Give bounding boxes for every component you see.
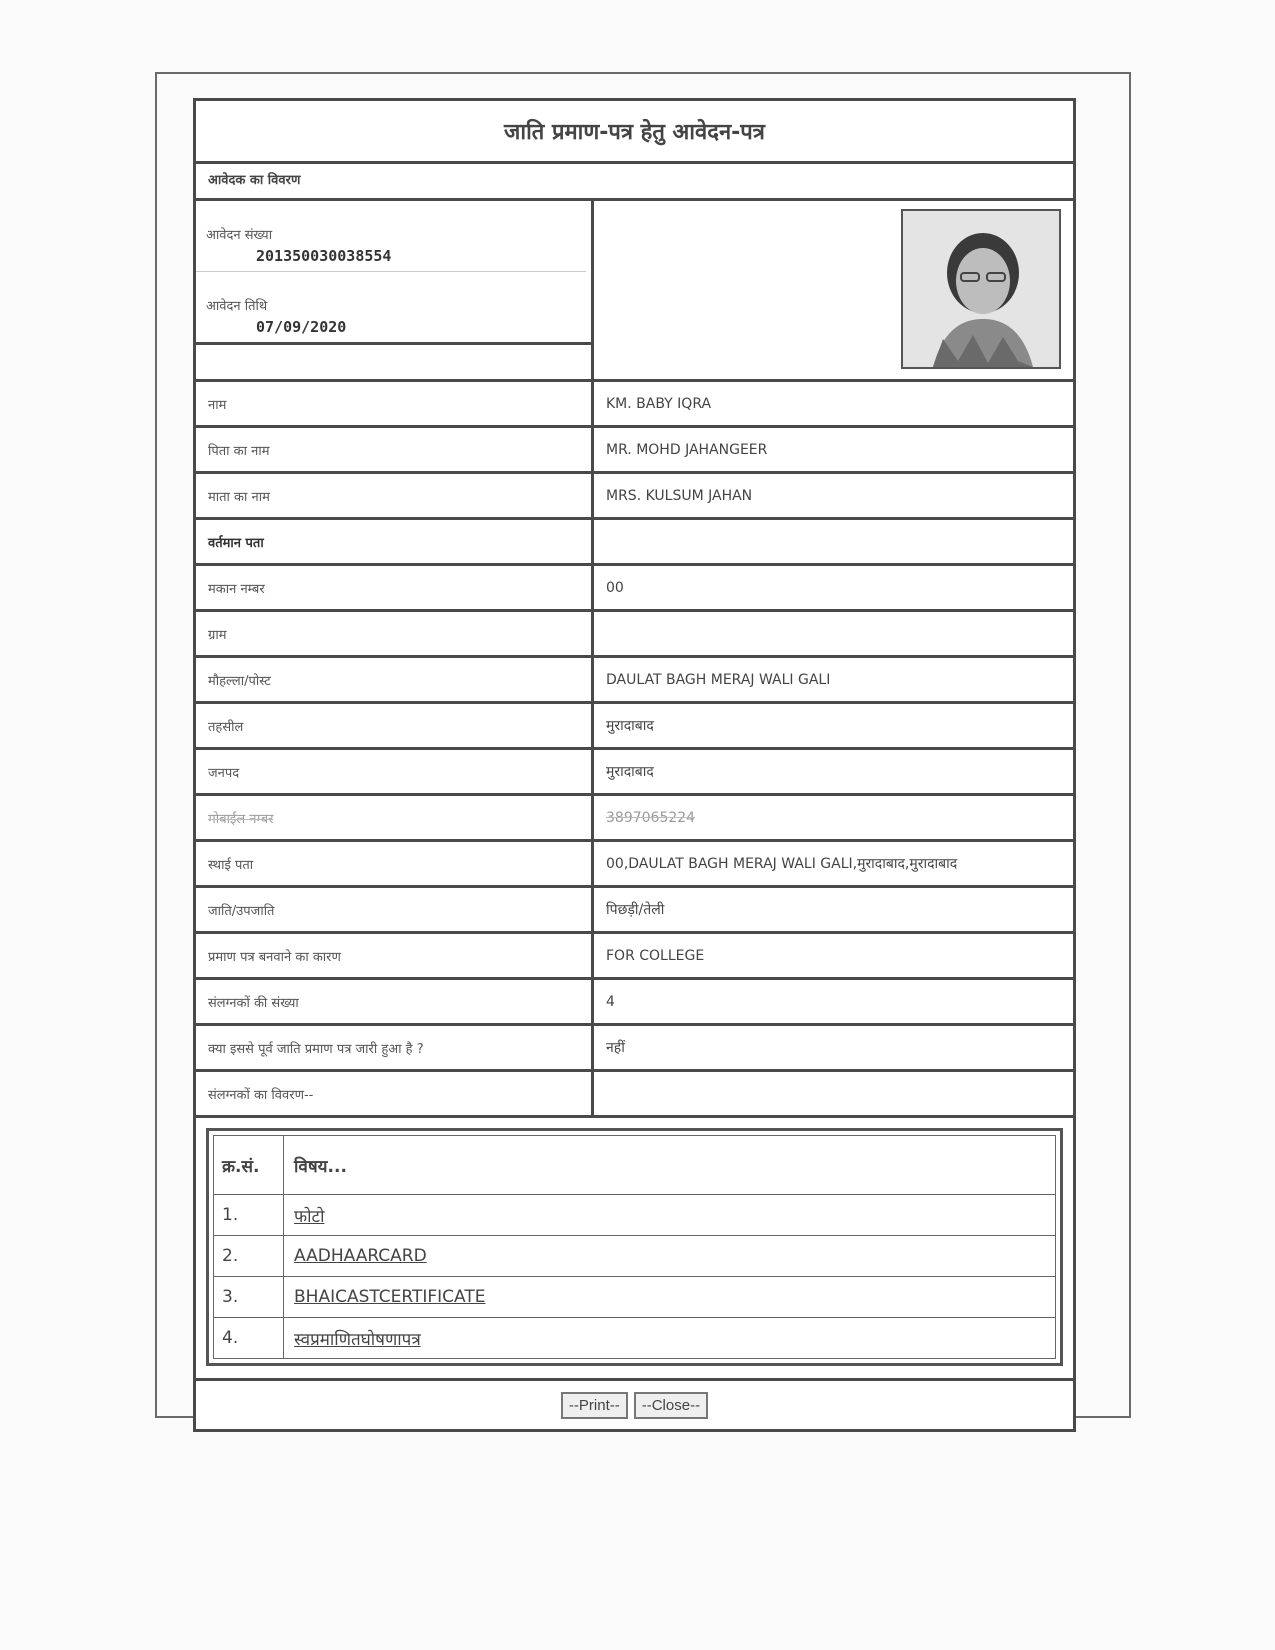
detail-row-reason: [196, 934, 1073, 980]
detail-value: 3897065224: [606, 809, 696, 826]
detail-row-attachment-count: [196, 980, 1073, 1026]
section-heading: आवेदक का विवरण: [196, 164, 1073, 201]
application-date: 07/09/2020: [256, 318, 347, 336]
detail-row-previous-certificate: [196, 1026, 1073, 1072]
detail-row-house-number: [196, 566, 1073, 612]
detail-label: मौहल्ला/पोस्ट: [196, 658, 594, 701]
detail-row-mother-name: [196, 474, 1073, 520]
detail-label: स्थाई पता: [196, 842, 594, 885]
column-header-serial: क्र.सं.: [214, 1136, 284, 1195]
detail-value: 00,DAULAT BAGH MERAJ WALI GALI,मुरादाबाद,मुरादाबाद: [606, 856, 958, 872]
applicant-photo-image: [903, 211, 1059, 367]
attachment-cell: [284, 1318, 1056, 1359]
detail-value: नहीं: [606, 1040, 625, 1056]
detail-label: मकान नम्बर: [196, 566, 594, 609]
application-date-block: [196, 272, 586, 343]
table-row: [214, 1318, 1056, 1359]
detail-value: मुरादाबाद: [606, 764, 654, 780]
application-number-block: [196, 201, 586, 272]
application-form: [193, 98, 1076, 1432]
table-row: [214, 1236, 1056, 1277]
detail-row-district: [196, 750, 1073, 796]
detail-label: क्या इससे पूर्व जाति प्रमाण पत्र जारी हुआ है ?: [196, 1026, 594, 1069]
detail-value: पिछड़ी/तेली: [606, 902, 665, 918]
attachment-link[interactable]: फोटो: [294, 1206, 325, 1227]
serial-number: 3.: [214, 1277, 284, 1318]
attachment-cell: [284, 1195, 1056, 1236]
serial-number: 4.: [214, 1318, 284, 1359]
detail-label: पिता का नाम: [196, 428, 594, 471]
detail-value: [594, 1072, 1073, 1115]
detail-value: KM. BABY IQRA: [606, 395, 712, 412]
button-bar: [196, 1381, 1073, 1429]
detail-value: MR. MOHD JAHANGEER: [606, 441, 768, 458]
detail-row-caste: [196, 888, 1073, 934]
empty-cell: [196, 342, 591, 379]
detail-label: नाम: [196, 382, 594, 425]
detail-label: माता का नाम: [196, 474, 594, 517]
application-number-label: आवेदन संख्या: [206, 228, 273, 243]
attachments-section: [196, 1118, 1073, 1381]
detail-row-mobile: [196, 796, 1073, 842]
print-button[interactable]: --Print--: [561, 1392, 628, 1419]
detail-value: [594, 612, 1073, 655]
detail-value: 00: [606, 579, 624, 596]
attachment-link[interactable]: BHAICASTCERTIFICATE: [294, 1287, 486, 1307]
detail-value: मुरादाबाद: [606, 718, 654, 734]
close-button[interactable]: --Close--: [634, 1392, 708, 1419]
application-number: 201350030038554: [256, 247, 392, 265]
form-title: जाति प्रमाण-पत्र हेतु आवेदन-पत्र: [196, 101, 1073, 164]
detail-label: मोबाईल नम्बर: [196, 796, 594, 839]
serial-number: 1.: [214, 1195, 284, 1236]
attachments-table-frame: [206, 1128, 1063, 1366]
photo-cell: [594, 201, 1073, 379]
table-row: [214, 1195, 1056, 1236]
detail-label: जाति/उपजाति: [196, 888, 594, 931]
detail-value: FOR COLLEGE: [606, 947, 705, 964]
detail-value: DAULAT BAGH MERAJ WALI GALI: [606, 671, 831, 688]
attachment-link[interactable]: AADHAARCARD: [294, 1246, 427, 1266]
detail-value: 4: [606, 993, 615, 1010]
detail-value: MRS. KULSUM JAHAN: [606, 487, 753, 504]
table-header-row: [214, 1136, 1056, 1195]
detail-row-village: [196, 612, 1073, 658]
detail-value: [594, 520, 1073, 563]
attachments-table: [213, 1135, 1056, 1359]
detail-row-locality: [196, 658, 1073, 704]
detail-label: प्रमाण पत्र बनवाने का कारण: [196, 934, 594, 977]
detail-label: ग्राम: [196, 612, 594, 655]
attachment-cell: [284, 1277, 1056, 1318]
serial-number: 2.: [214, 1236, 284, 1277]
detail-row-father-name: [196, 428, 1073, 474]
detail-row-current-address: [196, 520, 1073, 566]
detail-label: संलग्नकों का विवरण--: [196, 1072, 594, 1115]
attachment-link[interactable]: स्वप्रमाणितघोषणापत्र: [294, 1329, 421, 1350]
detail-label: संलग्नकों की संख्या: [196, 980, 594, 1023]
application-summary: [196, 201, 1073, 382]
detail-row-permanent-address: [196, 842, 1073, 888]
detail-label: जनपद: [196, 750, 594, 793]
detail-label: तहसील: [196, 704, 594, 747]
detail-label: वर्तमान पता: [196, 520, 594, 563]
detail-row-name: [196, 382, 1073, 428]
column-header-subject: विषय...: [284, 1136, 1056, 1195]
detail-row-tehsil: [196, 704, 1073, 750]
application-date-label: आवेदन तिथि: [206, 299, 268, 314]
table-row: [214, 1277, 1056, 1318]
application-info: [196, 201, 594, 379]
detail-row-attachment-details: [196, 1072, 1073, 1118]
applicant-photo: [901, 209, 1061, 369]
attachment-cell: [284, 1236, 1056, 1277]
